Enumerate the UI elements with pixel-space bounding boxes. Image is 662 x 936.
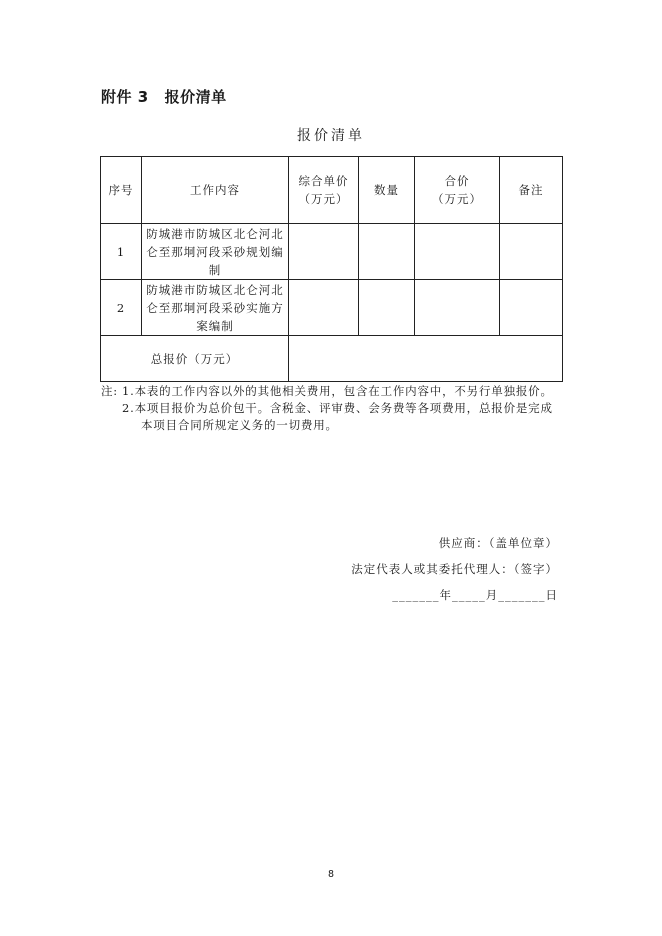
row-content: 防城港市防城区北仑河北仑至那垌河段采砂实施方案编制: [142, 280, 289, 336]
legal-rep-signature: 法定代表人或其委托代理人：（签字）: [351, 562, 558, 576]
header-unit-price-label: 综合单价: [298, 174, 349, 188]
note-item: [101, 383, 563, 400]
row-unit-price: [289, 224, 359, 280]
row-seq: 2: [101, 280, 142, 336]
notes: [101, 383, 563, 434]
header-unit-price: [289, 157, 359, 224]
table-total-row: [101, 336, 563, 382]
attachment-label: 附件 3: [101, 88, 149, 106]
table-row: [101, 280, 563, 336]
note-text: 1.本表的工作内容以外的其他相关费用，包含在工作内容中，不另行单独报价。: [122, 384, 553, 398]
page-number: 8: [327, 869, 335, 880]
signature-date: _______年_____月_______日: [392, 588, 558, 602]
row-remark: [500, 280, 563, 336]
header-unit-price-unit: （万元）: [298, 192, 349, 206]
table-row: [101, 224, 563, 280]
header-seq: 序号: [101, 157, 142, 224]
note-text: 2.本项目报价为总价包干。含税金、评审费、会务费等各项费用，总报价是完成本项目合同所规定义务的一切费用。: [122, 401, 553, 432]
header-remark: 备注: [500, 157, 563, 224]
row-total: [415, 224, 500, 280]
header-content: 工作内容: [142, 157, 289, 224]
row-remark: [500, 224, 563, 280]
supplier-signature: 供应商：（盖单位章）: [438, 536, 558, 550]
row-content: 防城港市防城区北仑河北仑至那垌河段采砂规划编制: [142, 224, 289, 280]
header-total: [415, 157, 500, 224]
note-item: [101, 400, 563, 434]
row-quantity: [359, 224, 415, 280]
table-title: 报价清单: [297, 128, 365, 144]
row-seq: 1: [101, 224, 142, 280]
notes-prefix: 注:: [101, 384, 118, 398]
total-value: [289, 336, 563, 382]
row-unit-price: [289, 280, 359, 336]
attachment-title: 报价清单: [164, 88, 227, 106]
attachment-heading: [101, 86, 227, 107]
row-quantity: [359, 280, 415, 336]
total-label: 总报价（万元）: [101, 336, 289, 382]
table-header-row: [101, 157, 563, 224]
row-total: [415, 280, 500, 336]
header-total-label: 合价: [444, 174, 470, 188]
header-quantity: 数量: [359, 157, 415, 224]
header-total-unit: （万元）: [432, 192, 482, 206]
quote-table: [100, 156, 563, 382]
